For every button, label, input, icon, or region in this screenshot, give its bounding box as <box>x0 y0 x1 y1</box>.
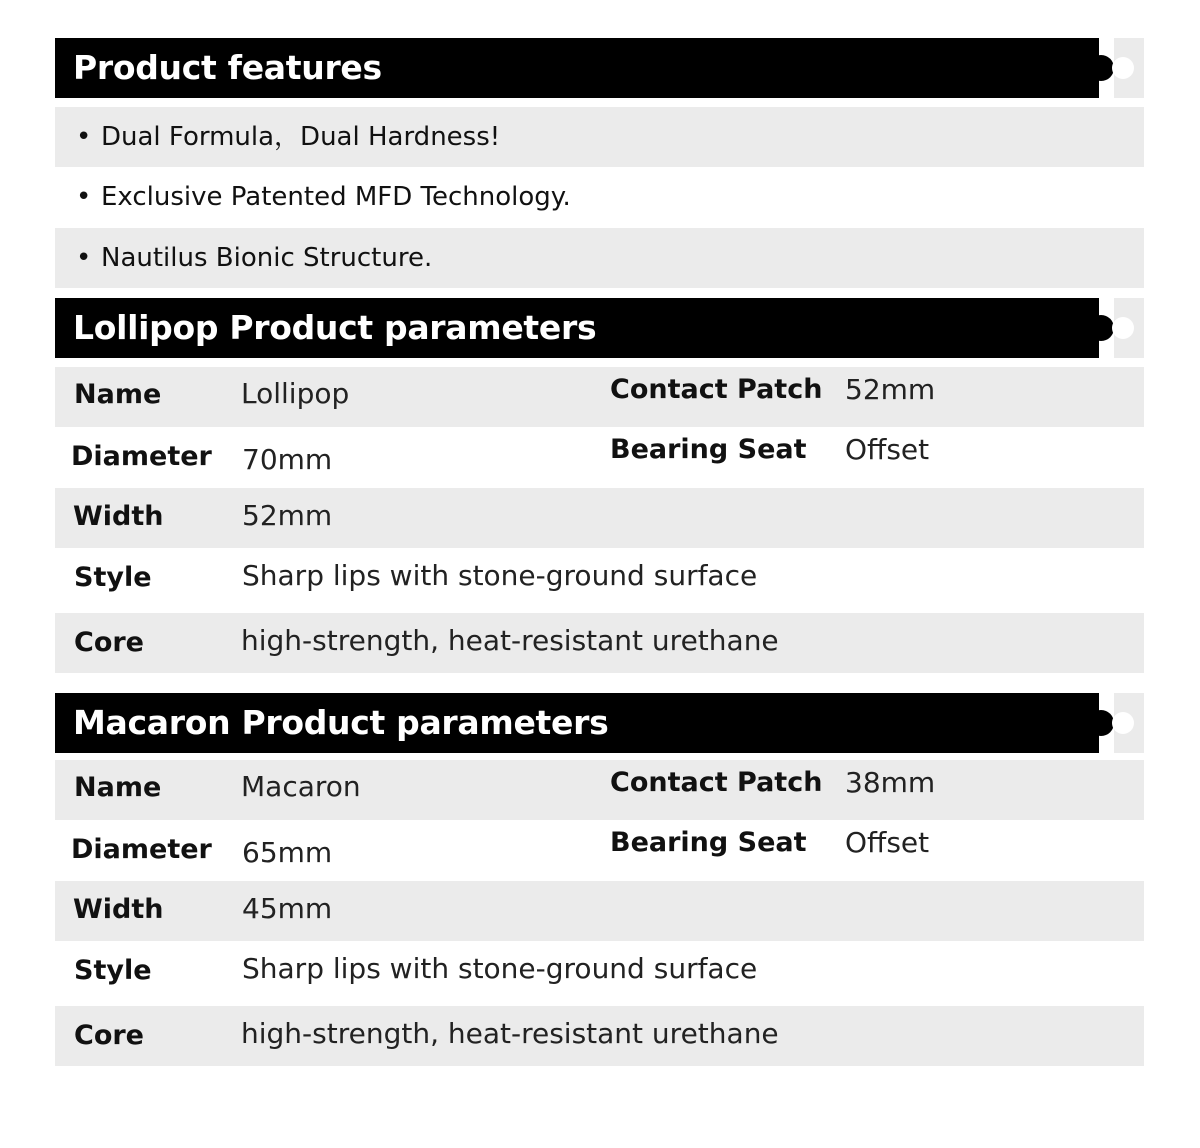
name-label: Name <box>74 379 162 410</box>
param-row-core <box>55 613 1144 673</box>
name-label: Name <box>74 772 162 803</box>
style-value: Sharp lips with stone-ground surface <box>242 952 758 985</box>
section-title: Product features <box>73 48 382 87</box>
bearing-seat-value: Offset <box>845 433 930 466</box>
param-row-name <box>55 760 1144 820</box>
param-row-width <box>55 881 1144 941</box>
header-cap-decoration <box>1088 315 1114 341</box>
core-value: high-strength, heat-resistant urethane <box>241 1017 779 1050</box>
core-value: high-strength, heat-resistant urethane <box>241 624 779 657</box>
bearing-seat-label: Bearing Seat <box>610 827 807 858</box>
macaron-parameters-header <box>55 693 1144 753</box>
contact-patch-label: Contact Patch <box>610 374 823 405</box>
param-row-diameter <box>55 427 1144 487</box>
product-features-header <box>55 38 1144 98</box>
name-value: Macaron <box>241 770 361 803</box>
contact-patch-value: 52mm <box>845 373 936 406</box>
feature-item <box>55 107 1144 167</box>
feature-text: Exclusive Patented MFD Technology. <box>101 182 571 212</box>
name-value: Lollipop <box>241 377 350 410</box>
diameter-label: Diameter <box>71 441 212 472</box>
feature-text: Dual Formula，Dual Hardness! <box>101 122 501 152</box>
core-label: Core <box>74 1020 144 1051</box>
contact-patch-value: 38mm <box>845 766 936 799</box>
style-label: Style <box>74 955 152 986</box>
bullet-icon: • <box>76 243 92 273</box>
bearing-seat-label: Bearing Seat <box>610 434 807 465</box>
param-row-diameter <box>55 820 1144 880</box>
param-row-style <box>55 941 1144 1001</box>
feature-item <box>55 167 1144 227</box>
header-cap-decoration <box>1088 55 1114 81</box>
section-title: Lollipop Product parameters <box>73 308 597 347</box>
section-title: Macaron Product parameters <box>73 703 609 742</box>
feature-item <box>55 228 1144 288</box>
bullet-icon: • <box>76 182 92 212</box>
style-label: Style <box>74 562 152 593</box>
diameter-value: 65mm <box>242 836 333 869</box>
lollipop-parameters-header <box>55 298 1144 358</box>
width-value: 52mm <box>242 499 333 532</box>
header-dot-decoration <box>1112 317 1134 339</box>
diameter-value: 70mm <box>242 443 333 476</box>
param-row-width <box>55 488 1144 548</box>
core-label: Core <box>74 627 144 658</box>
param-row-name <box>55 367 1144 427</box>
style-value: Sharp lips with stone-ground surface <box>242 559 758 592</box>
width-label: Width <box>73 501 164 532</box>
header-dot-decoration <box>1112 712 1134 734</box>
width-value: 45mm <box>242 892 333 925</box>
param-row-style <box>55 548 1144 608</box>
bearing-seat-value: Offset <box>845 826 930 859</box>
bullet-icon: • <box>76 122 92 152</box>
param-row-core <box>55 1006 1144 1066</box>
feature-text: Nautilus Bionic Structure. <box>101 243 433 273</box>
header-cap-decoration <box>1088 710 1114 736</box>
header-dot-decoration <box>1112 57 1134 79</box>
contact-patch-label: Contact Patch <box>610 767 823 798</box>
width-label: Width <box>73 894 164 925</box>
diameter-label: Diameter <box>71 834 212 865</box>
